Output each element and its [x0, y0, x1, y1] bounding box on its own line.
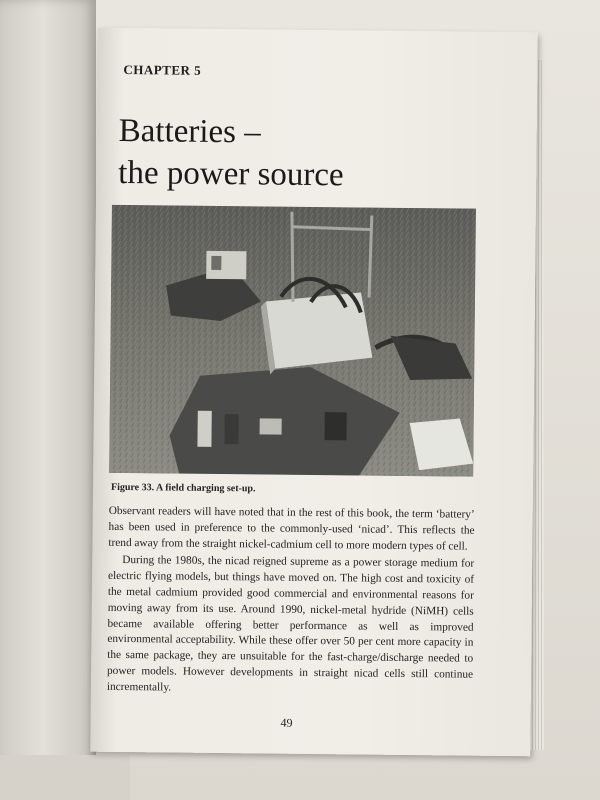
- body-paragraph: During the 1980s, the nicad reigned supreme as a power storage medium for electric flying models, but things have moved on. The high cost and toxicity of the metal cadmium provided good commercial and environmental reasons for moving away from its use. Around 1990, nickel-metal hydride (NiMH) cells became available offering better performance as well as improved environmental acceptability. While these offer over 50 per cent more capacity in the same package, they are unsuitable for the fast-charge/discharge needed to power models. However developments in straight nicad cells still continue incrementally.: [106, 554, 475, 694]
- body-paragraph: Observant readers will have noted that in the rest of this book, the term ‘battery’ has been used in preference to the commonly-used ‘nicad’. This reflects the trend away from the straight nickel-cadmium cell to more modern types of cell.: [108, 504, 475, 553]
- figure-caption: Figure 33. A field charging set-up.: [110, 481, 256, 495]
- chapter-heading: CHAPTER 5: [123, 61, 202, 78]
- book-page: [90, 28, 538, 757]
- figure-photo: [109, 205, 476, 477]
- chapter-title-line1: Batteries –: [118, 112, 261, 151]
- facing-page: [0, 0, 96, 800]
- page-number: 49: [280, 715, 293, 730]
- body-text: [107, 504, 475, 699]
- chapter-title-line2: the power source: [118, 154, 344, 194]
- figure-photo-image: [109, 205, 476, 477]
- facing-page-edge: [0, 755, 130, 800]
- chapter-title: [118, 110, 344, 196]
